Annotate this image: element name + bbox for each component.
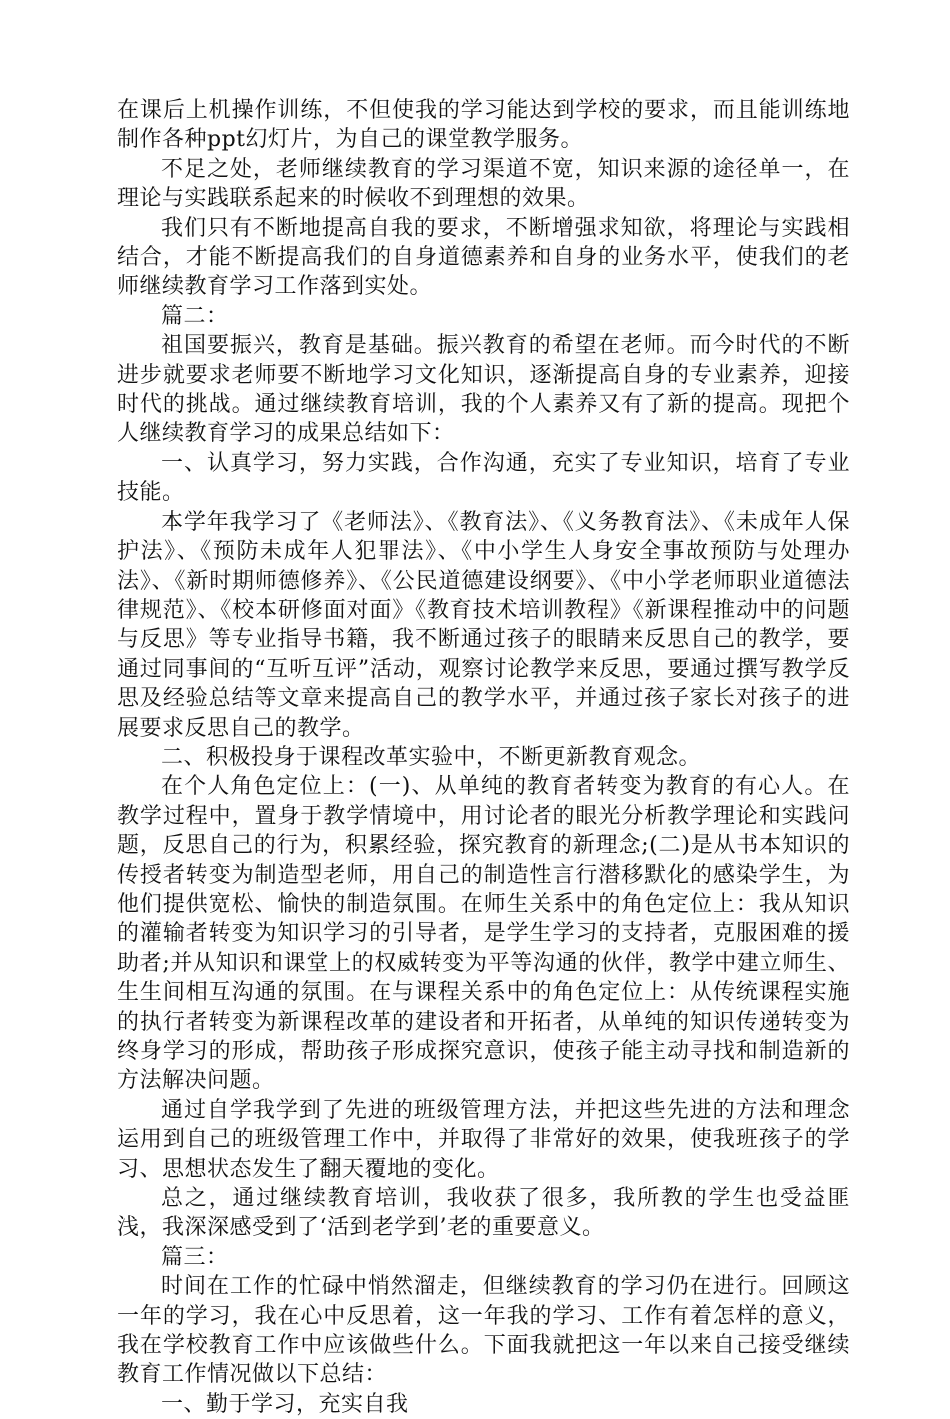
paragraph-1: 在课后上机操作训练，不但使我的学习能达到学校的要求，而且能训练地制作各种ppt幻灯片，为自己的课堂教学服务。 — [117, 98, 850, 153]
paragraph-13: 时间在工作的忙碌中悄然溜走，但继续教育的学习仍在进行。回顾这一年的学习，我在心中反思着，这一年我的学习、工作有着怎样的意义，我在学校教育工作中应该做些什么。下面我就把这一年以来自己接受继续教育工作情况做以下总结： — [117, 1274, 850, 1388]
section-heading-3: 篇三： — [161, 1244, 229, 1270]
paragraph-8: 二、积极投身于课程改革实验中，不断更新教育观念。 — [161, 744, 702, 770]
paragraph-3: 我们只有不断地提高自我的要求，不断增强求知欲，将理论与实践相结合，才能不断提高我们的自身道德素养和自身的业务水平，使我们的老师继续教育学习工作落到实处。 — [117, 215, 850, 300]
paragraph-5: 祖国要振兴，教育是基础。振兴教育的希望在老师。而今时代的不断进步就要求老师要不断地学习文化知识，逐渐提高自身的专业素养，迎接时代的挑战。通过继续教育培训，我的个人素养又有了新的提高。现把个人继续教育学习的成果总结如下： — [117, 333, 850, 447]
paragraph-10: 通过自学我学到了先进的班级管理方法，并把这些先进的方法和理念运用到自己的班级管理工作中，并取得了非常好的效果，使我班孩子的学习、思想状态发生了翻天覆地的变化。 — [117, 1097, 850, 1182]
paragraph-9: 在个人角色定位上：(一)、从单纯的教育者转变为教育的有心人。在教学过程中，置身于教学情境中，用讨论者的眼光分析教学理论和实践问题，反思自己的行为，积累经验，探究教育的新理念;(二)是从书本知识的传授者转变为制造型老师，用自己的制造性言行潜移默化的感染学生，为他们提供宽松、愉快的制造氛围。在师生关系中的角色定位上：我从知识的灌输者转变为知识学习的引导者，是学生学习的支持者，克服困难的援助者;并从知识和课堂上的权威转变为平等沟通的伙伴，教学中建立师生、生生间相互沟通的氛围。在与课程关系中的角色定位上：从传统课程实施的执行者转变为新课程改革的建设者和开拓者，从单纯的知识传递转变为终身学习的形成，帮助孩子形成探究意识，使孩子能主动寻找和制造新的方法解决问题。 — [117, 774, 850, 1094]
section-heading-2: 篇二： — [161, 303, 229, 329]
paragraph-11: 总之，通过继续教育培训，我收获了很多，我所教的学生也受益匪浅，我深深感受到了‘活到老学到’老的重要意义。 — [117, 1186, 850, 1241]
document-body — [117, 96, 850, 1419]
paragraph-2: 不足之处，老师继续教育的学习渠道不宽，知识来源的途径单一，在理论与实践联系起来的时候收不到理想的效果。 — [117, 156, 850, 212]
paragraph-6: 一、认真学习，努力实践，合作沟通，充实了专业知识，培育了专业技能。 — [117, 450, 850, 506]
paragraph-14: 一、勤于学习，充实自我 — [161, 1391, 409, 1417]
paragraph-7: 本学年我学习了《老师法》、《教育法》、《义务教育法》、《未成年人保护法》、《预防未成年人犯罪法》、《中小学生人身安全事故预防与处理办法》、《新时期师德修养》、《公民道德建设纲要》、《中小学老师职业道德法律规范》、《校本研修面对面》《教育技术培训教程》《新课程推动中的问题与反思》等专业指导书籍，我不断通过孩子的眼睛来反思自己的教学，要通过同事间的“互听互评”活动，观察讨论教学来反思，要通过撰写教学反思及经验总结等文章来提高自己的教学水平，并通过孩子家长对孩子的进展要求反思自己的教学。 — [117, 509, 850, 741]
